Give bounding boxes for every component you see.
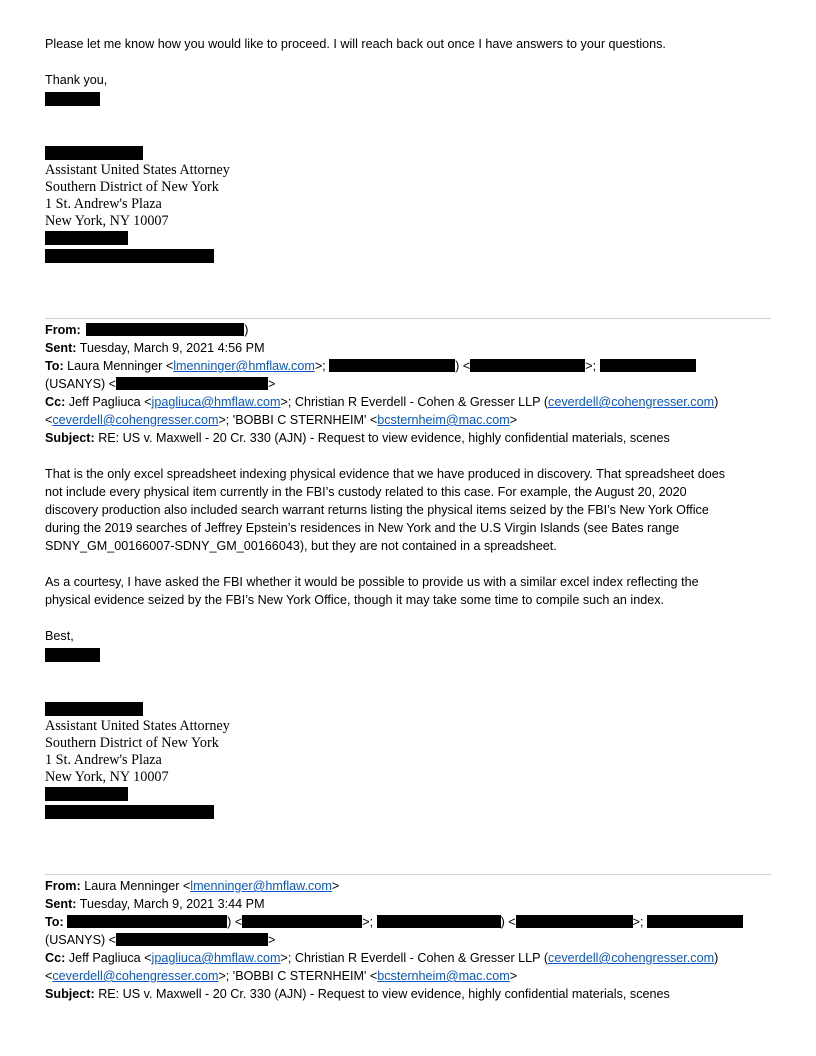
email2-from-line	[45, 878, 339, 895]
to-mid2: >;	[362, 915, 377, 929]
body-paragraph1-line2: not include every physical item currently in the FBI’s custody related to this case. For example, the August 20, 2020	[45, 485, 687, 499]
email2-cc-line	[45, 950, 718, 967]
redacted-recipient-email	[116, 377, 268, 390]
cc-jeff: Jeff Pagliuca <	[68, 395, 152, 409]
sent-value: Tuesday, March 9, 2021 4:56 PM	[79, 341, 265, 355]
from-label: From:	[45, 879, 81, 893]
email2-subject-line	[45, 986, 670, 1003]
email1-subject-line	[45, 430, 670, 447]
cc-end: >	[509, 969, 518, 983]
to-label: To:	[45, 915, 64, 929]
body-paragraph1-line3: discovery production also included search warrant returns listing the physical items seized by the FBI’s New York Office	[45, 503, 709, 517]
email2-sent-line	[45, 896, 265, 913]
cc-bobbi-email-link[interactable]: bcsternheim@mac.com	[377, 969, 510, 983]
cc-christian-email-link-2[interactable]: ceverdell@cohengresser.com	[52, 413, 219, 427]
cc-christian-email-link[interactable]: ceverdell@cohengresser.com	[548, 395, 715, 409]
cc-bobbi: >; 'BOBBI C STERNHEIM' <	[218, 969, 378, 983]
signature-title: Assistant United States Attorney	[45, 718, 230, 734]
to-mid1: ) <	[455, 359, 471, 373]
from-label: From:	[45, 323, 81, 337]
usanys-text: (USANYS) <	[45, 933, 117, 947]
from-email-link[interactable]: lmenninger@hmflaw.com	[190, 879, 332, 893]
usanys-close: >	[268, 377, 276, 391]
email-divider	[45, 318, 771, 319]
cc-close-paren: )	[714, 395, 719, 409]
to-mid3: ) <	[500, 915, 516, 929]
email1-to-line	[45, 358, 696, 375]
cc-lt: <	[45, 413, 53, 427]
sent-label: Sent:	[45, 897, 77, 911]
signature-address1: 1 St. Andrew's Plaza	[45, 752, 162, 768]
to-separator: >;	[314, 359, 330, 373]
redacted-signer-name	[45, 648, 100, 662]
from-close: >	[331, 879, 340, 893]
cc-close-paren: )	[714, 951, 719, 965]
sent-value: Tuesday, March 9, 2021 3:44 PM	[79, 897, 265, 911]
redacted-recipient-email	[516, 915, 633, 928]
cc-lt: <	[45, 969, 53, 983]
subject-label: Subject:	[45, 431, 95, 445]
cc-jeff-email-link[interactable]: jpagliuca@hmflaw.com	[151, 951, 281, 965]
email-divider	[45, 874, 771, 875]
email2-to-line	[45, 914, 743, 931]
from-close: )	[244, 323, 249, 337]
redacted-recipient	[647, 915, 743, 928]
subject-value: RE: US v. Maxwell - 20 Cr. 330 (AJN) - Request to view evidence, highly confidential materials, scenes	[98, 431, 670, 445]
signature-district: Southern District of New York	[45, 179, 219, 195]
redacted-recipient-email	[470, 359, 585, 372]
subject-label: Subject:	[45, 987, 95, 1001]
signature-address2: New York, NY 10007	[45, 213, 169, 229]
cc-end: >	[509, 413, 518, 427]
redacted-recipient-email	[242, 915, 362, 928]
to-label: To:	[45, 359, 64, 373]
usanys-text: (USANYS) <	[45, 377, 117, 391]
redacted-recipient-email	[116, 933, 268, 946]
to-mid2: >;	[585, 359, 600, 373]
subject-value: RE: US v. Maxwell - 20 Cr. 330 (AJN) - Request to view evidence, highly confidential materials, scenes	[98, 987, 670, 1001]
cc-christian-email-link[interactable]: ceverdell@cohengresser.com	[548, 951, 715, 965]
redacted-signer-full-name	[45, 146, 143, 160]
email1-sent-line	[45, 340, 265, 357]
redacted-recipient	[377, 915, 501, 928]
cc-bobbi-email-link[interactable]: bcsternheim@mac.com	[377, 413, 510, 427]
redacted-email	[45, 249, 214, 263]
redacted-email	[45, 805, 214, 819]
cc-christian-email-link-2[interactable]: ceverdell@cohengresser.com	[52, 969, 219, 983]
to-name: Laura Menninger <	[67, 359, 174, 373]
redacted-recipient	[329, 359, 455, 372]
redacted-signer-full-name	[45, 702, 143, 716]
body-paragraph2-line2: physical evidence seized by the FBI’s New York Office, though it may take some time to compile such an index.	[45, 593, 665, 607]
email1-to-line-2	[45, 376, 275, 393]
cc-christian: >; Christian R Everdell - Cohen & Gresser LLP (	[280, 395, 549, 409]
to-email-link[interactable]: lmenninger@hmflaw.com	[173, 359, 315, 373]
from-name: Laura Menninger <	[84, 879, 191, 893]
body-closing: Best,	[45, 629, 74, 643]
to-mid4: >;	[632, 915, 647, 929]
cc-label: Cc:	[45, 395, 66, 409]
usanys-close: >	[268, 933, 276, 947]
redacted-phone	[45, 787, 128, 801]
signature-address2: New York, NY 10007	[45, 769, 169, 785]
cc-christian: >; Christian R Everdell - Cohen & Gresser LLP (	[280, 951, 549, 965]
to-mid1: ) <	[227, 915, 243, 929]
signature-title: Assistant United States Attorney	[45, 162, 230, 178]
email2-cc-line-2	[45, 968, 517, 985]
signature-address1: 1 St. Andrew's Plaza	[45, 196, 162, 212]
redacted-sender	[86, 323, 244, 336]
body-paragraph2-line1: As a courtesy, I have asked the FBI whether it would be possible to provide us with a similar excel index reflecting the	[45, 575, 699, 589]
cc-label: Cc:	[45, 951, 66, 965]
sent-label: Sent:	[45, 341, 77, 355]
redacted-recipient	[600, 359, 696, 372]
email1-cc-line	[45, 394, 718, 411]
redacted-signer-name	[45, 92, 100, 106]
redacted-phone	[45, 231, 128, 245]
signature-district: Southern District of New York	[45, 735, 219, 751]
email1-cc-line-2	[45, 412, 517, 429]
email2-to-line-2	[45, 932, 275, 949]
cc-jeff: Jeff Pagliuca <	[68, 951, 152, 965]
redacted-recipient	[67, 915, 227, 928]
body-paragraph1-line4: during the 2019 searches of Jeffrey Epstein’s residences in New York and the U.S Virgin Islands (see Bates range	[45, 521, 680, 535]
body-paragraph1-line5: SDNY_GM_00166007-SDNY_GM_00166043), but they are not contained in a spreadsheet.	[45, 539, 557, 553]
intro-thanks-text: Thank you,	[45, 73, 108, 87]
body-paragraph1-line1: That is the only excel spreadsheet indexing physical evidence that we have produced in discovery. That spreadsheet does	[45, 467, 726, 481]
cc-jeff-email-link[interactable]: jpagliuca@hmflaw.com	[151, 395, 281, 409]
cc-bobbi: >; 'BOBBI C STERNHEIM' <	[218, 413, 378, 427]
email1-from-line	[45, 322, 248, 339]
intro-proceed-text: Please let me know how you would like to proceed. I will reach back out once I have answers to your questions.	[45, 37, 666, 51]
